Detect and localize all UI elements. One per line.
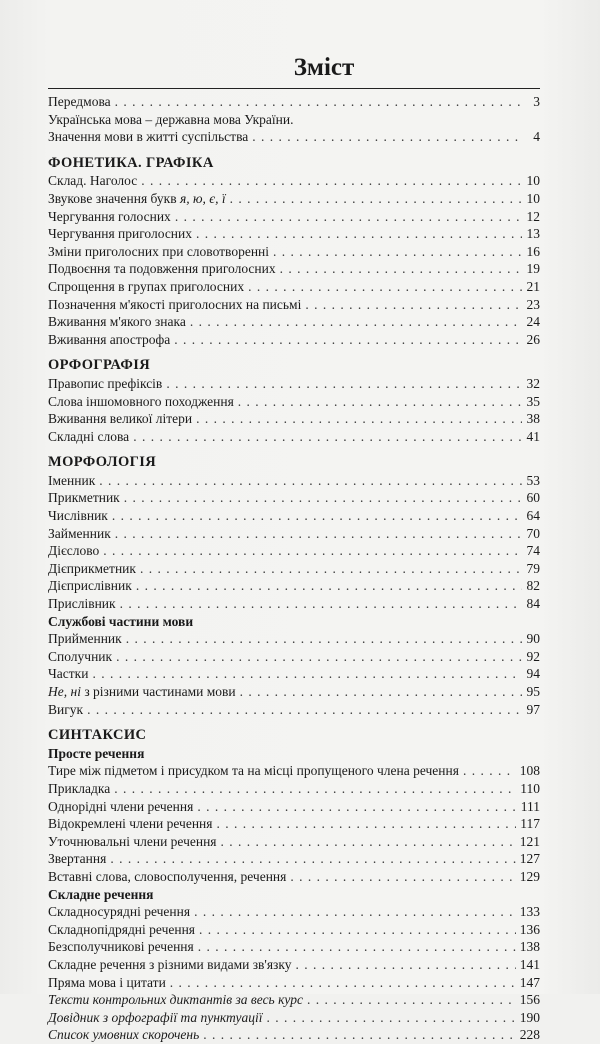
entry-page: 108	[519, 763, 540, 779]
dot-leader	[240, 683, 522, 701]
toc-entry[interactable]	[48, 172, 540, 190]
entry-text: Вживання апострофа	[48, 331, 171, 347]
toc-entry[interactable]	[48, 542, 540, 560]
dot-leader	[463, 762, 516, 780]
toc-entry[interactable]	[48, 938, 540, 956]
entry-page: 82	[526, 578, 540, 594]
dot-leader	[296, 956, 516, 974]
toc-entry[interactable]	[48, 683, 540, 701]
section-heading-morphology: МОРФОЛОГІЯ	[48, 454, 157, 471]
entry-page: 60	[526, 490, 540, 506]
entry-text: Чергування голосних	[48, 208, 171, 224]
toc-entry[interactable]	[48, 278, 540, 296]
entry-page: 90	[526, 631, 540, 647]
entry-text: Значення мови в житті суспільства	[48, 129, 249, 145]
toc-entry[interactable]	[48, 1009, 540, 1027]
entry-page: 64	[526, 508, 540, 524]
entry-text: Передмова	[48, 94, 111, 109]
entry-text: Числівник	[48, 508, 108, 524]
toc-entry[interactable]	[48, 648, 540, 666]
entry-page: 141	[519, 956, 540, 972]
toc-entry[interactable]	[48, 128, 540, 146]
toc-entry[interactable]	[48, 762, 540, 780]
entry-text: Правопис префіксів	[48, 375, 163, 391]
section-heading-orthography: ОРФОГРАФІЯ	[48, 357, 151, 374]
toc-entry[interactable]	[48, 815, 540, 833]
toc-entry[interactable]	[48, 921, 540, 939]
subsection-heading-simple-sentence: Просте речення	[48, 745, 145, 761]
toc-entry[interactable]	[48, 577, 540, 595]
toc-entry[interactable]	[48, 974, 540, 992]
toc-entry[interactable]	[48, 903, 540, 921]
toc-entry[interactable]	[48, 798, 540, 816]
entry-page: 129	[519, 868, 540, 884]
toc-entry[interactable]	[48, 313, 540, 331]
dot-leader	[133, 428, 522, 446]
entry-page: 4	[533, 129, 540, 145]
toc-entry[interactable]	[48, 243, 540, 261]
entry-text: Позначення м'якості приголосних на письмі	[48, 296, 302, 312]
toc-entry[interactable]	[48, 489, 540, 507]
entry-text: Чергування приголосних	[48, 226, 193, 242]
dot-leader	[103, 542, 522, 560]
entry-text: Спрощення в групах приголосних	[48, 278, 245, 294]
dot-leader	[124, 489, 522, 507]
toc-entry[interactable]	[48, 410, 540, 428]
entry-text: Пряма мова і цитати	[48, 974, 166, 990]
entry-page: 110	[520, 780, 540, 796]
dot-leader	[174, 331, 522, 349]
entry-text: Слова іншомовного походження	[48, 393, 234, 409]
entry-page: 127	[519, 851, 540, 867]
entry-text: Складносурядні речення	[48, 904, 191, 920]
entry-text: Звукове значення букв я, ю, є, ї	[48, 190, 226, 206]
entry-text: Прикладка	[48, 780, 111, 796]
entry-text: Тексти контрольних диктантів за весь курс	[48, 992, 303, 1008]
dot-leader	[196, 225, 522, 243]
entry-text: Вставні слова, словосполучення, речення	[48, 868, 287, 884]
toc-entry[interactable]	[48, 868, 540, 886]
toc-entry[interactable]	[48, 956, 540, 974]
subsection-heading-complex-sentence: Складне речення	[48, 886, 154, 902]
entry-text: Не, ні з різними частинами мови	[48, 684, 236, 699]
dot-leader	[217, 815, 517, 833]
toc-entry[interactable]	[48, 375, 540, 393]
dot-leader	[112, 507, 522, 525]
entry-page: 95	[526, 684, 540, 699]
dot-leader	[305, 296, 522, 314]
entry-page: 32	[526, 375, 540, 391]
entry-text: Прийменник	[48, 631, 122, 647]
entry-page: 117	[520, 816, 540, 832]
dot-leader	[120, 595, 522, 613]
entry-page: 26	[526, 331, 540, 347]
entry-page: 156	[519, 992, 540, 1008]
toc-entry[interactable]	[48, 225, 540, 243]
dot-leader	[248, 278, 522, 296]
entry-text: Прикметник	[48, 490, 120, 506]
entry-text: Подвоєння та подовження приголосних	[48, 261, 276, 277]
subsection-heading-function-words: Службові частини мови	[48, 613, 194, 629]
entry-page: 23	[526, 296, 540, 312]
section-heading-syntax: СИНТАКСИС	[48, 727, 147, 744]
dot-leader	[170, 974, 516, 992]
entry-text: Вигук	[48, 701, 84, 717]
toc-entry[interactable]	[48, 525, 540, 543]
dot-leader	[99, 472, 522, 490]
dot-leader	[194, 903, 516, 921]
entry-page: 74	[526, 543, 540, 559]
entry-page: 24	[526, 314, 540, 330]
entry-text: Тире між підметом і присудком та на місці пропущеного члена речення	[48, 763, 459, 779]
entry-text: Вживання м'якого знака	[48, 314, 186, 330]
entry-text: Складні слова	[48, 428, 130, 444]
toc-entry[interactable]	[48, 665, 540, 683]
entry-text: Звертання	[48, 851, 107, 867]
dot-leader	[92, 665, 522, 683]
entry-text: Складне речення з різними видами зв'язку	[48, 956, 292, 972]
entry-page: 3	[533, 94, 540, 109]
entry-text: Складнопідрядні речення	[48, 921, 196, 937]
dot-leader	[136, 577, 522, 595]
toc-entry[interactable]	[48, 780, 540, 798]
table-of-contents	[48, 93, 540, 1044]
dot-leader	[196, 410, 522, 428]
dot-leader	[116, 648, 522, 666]
entry-text: Частки	[48, 666, 89, 682]
entry-page: 97	[526, 701, 540, 717]
entry-page: 13	[526, 226, 540, 242]
dot-leader	[266, 1009, 515, 1027]
entry-page: 147	[519, 974, 540, 990]
entry-text: Прислівник	[48, 596, 116, 612]
entry-text: Склад. Наголос	[48, 173, 138, 189]
entry-page: 133	[519, 904, 540, 920]
dot-leader	[126, 630, 522, 648]
entry-page: 111	[520, 798, 540, 814]
entry-text: Займенник	[48, 525, 111, 541]
entry-page: 41	[526, 428, 540, 444]
toc-entry[interactable]	[48, 1026, 540, 1044]
entry-text: Українська мова – державна мова України.	[48, 111, 294, 127]
toc-entry[interactable]	[48, 833, 540, 851]
entry-text: Уточнювальні члени речення	[48, 833, 217, 849]
entry-page: 10	[526, 190, 540, 206]
entry-page: 84	[526, 596, 540, 612]
entry-text: Сполучник	[48, 648, 113, 664]
dot-leader	[114, 780, 516, 798]
toc-entry[interactable]	[48, 111, 540, 129]
toc-entry[interactable]	[48, 393, 540, 411]
entry-text: Дієприкметник	[48, 560, 136, 576]
entry-page: 228	[519, 1027, 540, 1043]
dot-leader	[197, 798, 516, 816]
dot-leader	[290, 868, 515, 886]
section-heading-phonetics: ФОНЕТИКА. ГРАФІКА	[48, 154, 214, 171]
dot-leader	[221, 833, 516, 851]
entry-page: 79	[526, 560, 540, 576]
dot-leader	[203, 1026, 515, 1044]
entry-page: 35	[526, 393, 540, 409]
entry-page: 94	[526, 666, 540, 682]
entry-page: 10	[526, 173, 540, 189]
dot-leader	[115, 525, 522, 543]
entry-text: Відокремлені члени речення	[48, 816, 213, 832]
entry-page: 53	[526, 472, 540, 488]
entry-text: Довідник з орфографії та пунктуації	[48, 1009, 263, 1025]
toc-entry[interactable]	[48, 560, 540, 578]
toc-entry[interactable]	[48, 507, 540, 525]
entry-text: Дієприслівник	[48, 578, 132, 594]
toc-entry[interactable]	[48, 595, 540, 613]
toc-entry[interactable]	[48, 472, 540, 490]
entry-page: 190	[519, 1009, 540, 1025]
dot-leader	[87, 701, 522, 719]
entry-text: Вживання великої літери	[48, 411, 193, 427]
dot-leader	[199, 921, 516, 939]
entry-text: Однорідні члени речення	[48, 798, 194, 814]
toc-entry[interactable]	[48, 93, 540, 111]
toc-entry[interactable]	[48, 630, 540, 648]
entry-page: 12	[526, 208, 540, 224]
entry-page: 16	[526, 243, 540, 259]
toc-entry[interactable]	[48, 208, 540, 226]
dot-leader	[115, 93, 522, 111]
dot-leader	[110, 850, 515, 868]
toc-entry[interactable]	[48, 296, 540, 314]
toc-entry[interactable]	[48, 428, 540, 446]
toc-entry[interactable]	[48, 331, 540, 349]
dot-leader	[273, 243, 522, 261]
dot-leader	[238, 393, 522, 411]
entry-page: 38	[526, 411, 540, 427]
entry-text: Дієслово	[48, 543, 100, 559]
entry-page: 136	[519, 921, 540, 937]
entry-page: 21	[526, 278, 540, 294]
entry-text: Список умовних скорочень	[48, 1027, 200, 1043]
entry-page: 19	[526, 261, 540, 277]
entry-text: Іменник	[48, 472, 96, 488]
entry-page: 92	[526, 648, 540, 664]
toc-entry[interactable]	[48, 701, 540, 719]
toc-entry[interactable]	[48, 260, 540, 278]
entry-page: 138	[519, 939, 540, 955]
dot-leader	[280, 260, 522, 278]
toc-entry[interactable]	[48, 850, 540, 868]
title-rule	[48, 88, 540, 89]
dot-leader	[198, 938, 516, 956]
dot-leader	[230, 190, 522, 208]
dot-leader	[190, 313, 522, 331]
dot-leader	[140, 560, 522, 578]
dot-leader	[252, 128, 522, 146]
entry-page: 70	[526, 525, 540, 541]
entry-text: Зміни приголосних при словотворенні	[48, 243, 270, 259]
dot-leader	[175, 208, 522, 226]
entry-text: Безсполучникові речення	[48, 939, 194, 955]
toc-entry[interactable]	[48, 190, 540, 208]
dot-leader	[166, 375, 522, 393]
entry-page: 121	[519, 833, 540, 849]
dot-leader	[141, 172, 522, 190]
page-title: Зміст	[293, 54, 355, 81]
